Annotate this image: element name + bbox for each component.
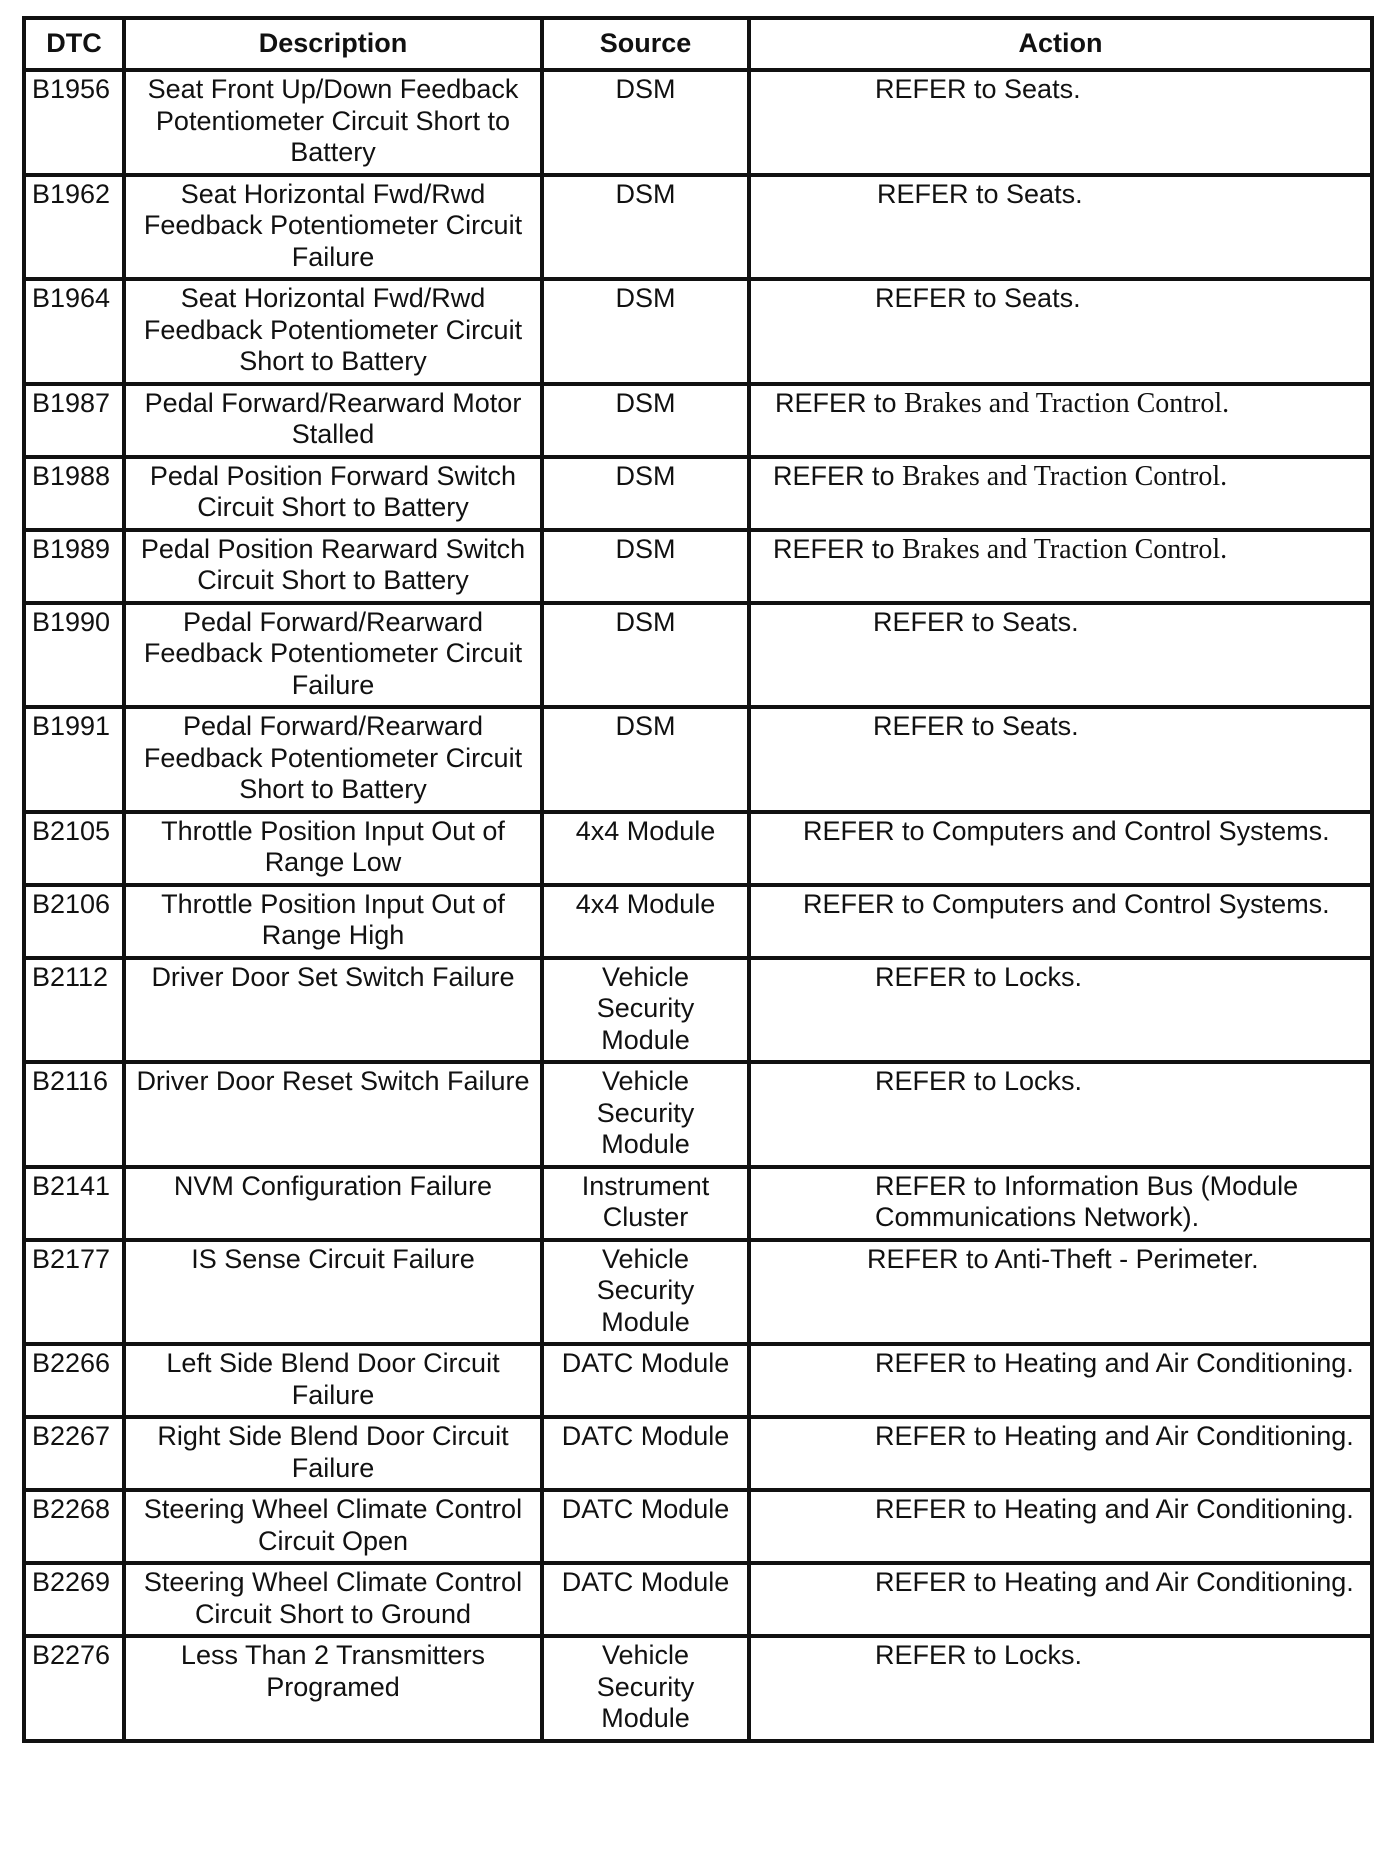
action-text bbox=[757, 889, 1364, 921]
source-cell: Vehicle Security Module bbox=[542, 1240, 749, 1345]
source-cell: DSM bbox=[542, 384, 749, 457]
table-row bbox=[24, 175, 1372, 280]
description-cell: Driver Door Set Switch Failure bbox=[124, 958, 542, 1063]
source-cell: DATC Module bbox=[542, 1563, 749, 1636]
source-cell: Vehicle Security Module bbox=[542, 958, 749, 1063]
source-cell: DSM bbox=[542, 707, 749, 812]
table-row bbox=[24, 1636, 1372, 1741]
action-reference: Brakes and Traction Control. bbox=[902, 460, 1228, 492]
dtc-code-cell: B2276 bbox=[24, 1636, 124, 1741]
action-reference: Brakes and Traction Control. bbox=[902, 533, 1228, 565]
table-row bbox=[24, 279, 1372, 384]
action-text bbox=[757, 711, 1364, 743]
action-prefix: REFER to Seats. bbox=[877, 178, 1083, 209]
action-prefix: REFER to Seats. bbox=[875, 283, 1081, 313]
dtc-code-cell: B2268 bbox=[24, 1490, 124, 1563]
source-cell: 4x4 Module bbox=[542, 812, 749, 885]
action-cell bbox=[749, 1344, 1372, 1417]
dtc-code-cell: B2267 bbox=[24, 1417, 124, 1490]
table-row bbox=[24, 457, 1372, 530]
source-cell: Vehicle Security Module bbox=[542, 1062, 749, 1167]
table-header bbox=[24, 18, 1372, 70]
action-prefix: REFER to Information Bus (Module Communications Network). bbox=[875, 1170, 1299, 1232]
action-cell bbox=[749, 1563, 1372, 1636]
description-cell: Pedal Forward/Rearward Feedback Potentiometer Circuit Short to Battery bbox=[124, 707, 542, 812]
table-row bbox=[24, 1167, 1372, 1240]
source-cell: Vehicle Security Module bbox=[542, 1636, 749, 1741]
action-text bbox=[757, 179, 1364, 211]
source-cell: DATC Module bbox=[542, 1417, 749, 1490]
description-cell: Left Side Blend Door Circuit Failure bbox=[124, 1344, 542, 1417]
action-prefix: REFER to Locks. bbox=[875, 961, 1083, 992]
action-cell bbox=[749, 70, 1372, 175]
description-cell: Seat Front Up/Down Feedback Potentiometer Circuit Short to Battery bbox=[124, 70, 542, 175]
action-cell bbox=[749, 707, 1372, 812]
description-cell: Right Side Blend Door Circuit Failure bbox=[124, 1417, 542, 1490]
source-cell: DSM bbox=[542, 279, 749, 384]
description-cell: Driver Door Reset Switch Failure bbox=[124, 1062, 542, 1167]
action-cell bbox=[749, 175, 1372, 280]
dtc-code-cell: B1964 bbox=[24, 279, 124, 384]
action-prefix: REFER to Anti-Theft - Perimeter. bbox=[867, 1243, 1259, 1274]
action-cell bbox=[749, 1636, 1372, 1741]
action-cell bbox=[749, 1167, 1372, 1240]
action-text bbox=[757, 1640, 1364, 1672]
source-cell: DSM bbox=[542, 457, 749, 530]
action-cell bbox=[749, 457, 1372, 530]
dtc-code-cell: B1956 bbox=[24, 70, 124, 175]
action-prefix: REFER to Computers and Control Systems. bbox=[803, 815, 1330, 846]
action-text bbox=[757, 74, 1364, 106]
action-text bbox=[757, 461, 1364, 493]
dtc-table bbox=[22, 16, 1374, 1743]
dtc-code-cell: B1988 bbox=[24, 457, 124, 530]
table-row bbox=[24, 530, 1372, 603]
action-text bbox=[757, 1171, 1364, 1234]
dtc-code-cell: B1962 bbox=[24, 175, 124, 280]
description-cell: IS Sense Circuit Failure bbox=[124, 1240, 542, 1345]
table-row bbox=[24, 1062, 1372, 1167]
description-cell: Seat Horizontal Fwd/Rwd Feedback Potentiometer Circuit Failure bbox=[124, 175, 542, 280]
action-prefix: REFER to Seats. bbox=[873, 606, 1079, 637]
action-cell bbox=[749, 1240, 1372, 1345]
description-cell: Throttle Position Input Out of Range Low bbox=[124, 812, 542, 885]
action-text bbox=[757, 1421, 1364, 1453]
dtc-code-cell: B2116 bbox=[24, 1062, 124, 1167]
dtc-code-cell: B1990 bbox=[24, 603, 124, 708]
dtc-code-cell: B2177 bbox=[24, 1240, 124, 1345]
action-prefix: REFER to Computers and Control Systems. bbox=[803, 888, 1330, 919]
action-cell bbox=[749, 530, 1372, 603]
table-row bbox=[24, 1417, 1372, 1490]
dtc-code-cell: B2266 bbox=[24, 1344, 124, 1417]
source-cell: DSM bbox=[542, 530, 749, 603]
action-cell bbox=[749, 885, 1372, 958]
dtc-code-cell: B1989 bbox=[24, 530, 124, 603]
table-row bbox=[24, 1344, 1372, 1417]
action-prefix: REFER to Locks. bbox=[875, 1640, 1083, 1670]
table-row bbox=[24, 1490, 1372, 1563]
table-row bbox=[24, 885, 1372, 958]
table-row bbox=[24, 70, 1372, 175]
action-text bbox=[757, 388, 1364, 420]
description-cell: Pedal Forward/Rearward Feedback Potentiometer Circuit Failure bbox=[124, 603, 542, 708]
action-prefix: REFER to Heating and Air Conditioning. bbox=[875, 1494, 1354, 1524]
action-text bbox=[757, 816, 1364, 848]
description-cell: Throttle Position Input Out of Range High bbox=[124, 885, 542, 958]
action-text bbox=[757, 283, 1364, 315]
action-reference: Brakes and Traction Control. bbox=[904, 387, 1230, 419]
action-cell bbox=[749, 603, 1372, 708]
dtc-code-cell: B1991 bbox=[24, 707, 124, 812]
table-row bbox=[24, 812, 1372, 885]
action-prefix: REFER to Heating and Air Conditioning. bbox=[875, 1421, 1354, 1451]
action-prefix: REFER to bbox=[773, 460, 895, 491]
action-cell bbox=[749, 958, 1372, 1063]
action-cell bbox=[749, 812, 1372, 885]
header-dtc: DTC bbox=[24, 18, 124, 70]
description-cell: Steering Wheel Climate Control Circuit Open bbox=[124, 1490, 542, 1563]
table-body bbox=[24, 70, 1372, 1741]
action-text bbox=[757, 607, 1364, 639]
dtc-code-cell: B2269 bbox=[24, 1563, 124, 1636]
source-cell: DATC Module bbox=[542, 1344, 749, 1417]
header-row bbox=[24, 18, 1372, 70]
action-cell bbox=[749, 279, 1372, 384]
action-text bbox=[757, 1494, 1364, 1526]
dtc-code-cell: B2106 bbox=[24, 885, 124, 958]
action-prefix: REFER to Locks. bbox=[875, 1066, 1083, 1096]
action-text bbox=[757, 1567, 1364, 1599]
dtc-code-cell: B2112 bbox=[24, 958, 124, 1063]
action-cell bbox=[749, 1417, 1372, 1490]
dtc-code-cell: B2141 bbox=[24, 1167, 124, 1240]
action-cell bbox=[749, 384, 1372, 457]
action-prefix: REFER to Seats. bbox=[875, 74, 1081, 104]
action-cell bbox=[749, 1490, 1372, 1563]
action-prefix: REFER to bbox=[775, 387, 897, 418]
action-prefix: REFER to Heating and Air Conditioning. bbox=[875, 1348, 1354, 1378]
source-cell: DATC Module bbox=[542, 1490, 749, 1563]
header-action: Action bbox=[749, 18, 1372, 70]
table-row bbox=[24, 707, 1372, 812]
table-row bbox=[24, 1563, 1372, 1636]
action-text bbox=[757, 534, 1364, 566]
description-cell: Steering Wheel Climate Control Circuit Short to Ground bbox=[124, 1563, 542, 1636]
action-prefix: REFER to Seats. bbox=[873, 711, 1079, 741]
source-cell: DSM bbox=[542, 70, 749, 175]
table-row bbox=[24, 1240, 1372, 1345]
action-prefix: REFER to bbox=[773, 533, 895, 564]
description-cell: Pedal Position Rearward Switch Circuit Short to Battery bbox=[124, 530, 542, 603]
action-prefix: REFER to Heating and Air Conditioning. bbox=[875, 1567, 1354, 1597]
description-cell: Pedal Forward/Rearward Motor Stalled bbox=[124, 384, 542, 457]
source-cell: DSM bbox=[542, 175, 749, 280]
description-cell: NVM Configuration Failure bbox=[124, 1167, 542, 1240]
source-cell: 4x4 Module bbox=[542, 885, 749, 958]
table-row bbox=[24, 603, 1372, 708]
action-text bbox=[757, 1244, 1364, 1276]
description-cell: Pedal Position Forward Switch Circuit Short to Battery bbox=[124, 457, 542, 530]
description-cell: Seat Horizontal Fwd/Rwd Feedback Potentiometer Circuit Short to Battery bbox=[124, 279, 542, 384]
action-cell bbox=[749, 1062, 1372, 1167]
action-text bbox=[757, 962, 1364, 994]
table-row bbox=[24, 958, 1372, 1063]
dtc-code-cell: B1987 bbox=[24, 384, 124, 457]
action-text bbox=[757, 1066, 1364, 1098]
source-cell: DSM bbox=[542, 603, 749, 708]
action-text bbox=[757, 1348, 1364, 1380]
table-row bbox=[24, 384, 1372, 457]
header-description: Description bbox=[124, 18, 542, 70]
dtc-code-cell: B2105 bbox=[24, 812, 124, 885]
description-cell: Less Than 2 Transmitters Programed bbox=[124, 1636, 542, 1741]
source-cell: Instrument Cluster bbox=[542, 1167, 749, 1240]
header-source: Source bbox=[542, 18, 749, 70]
